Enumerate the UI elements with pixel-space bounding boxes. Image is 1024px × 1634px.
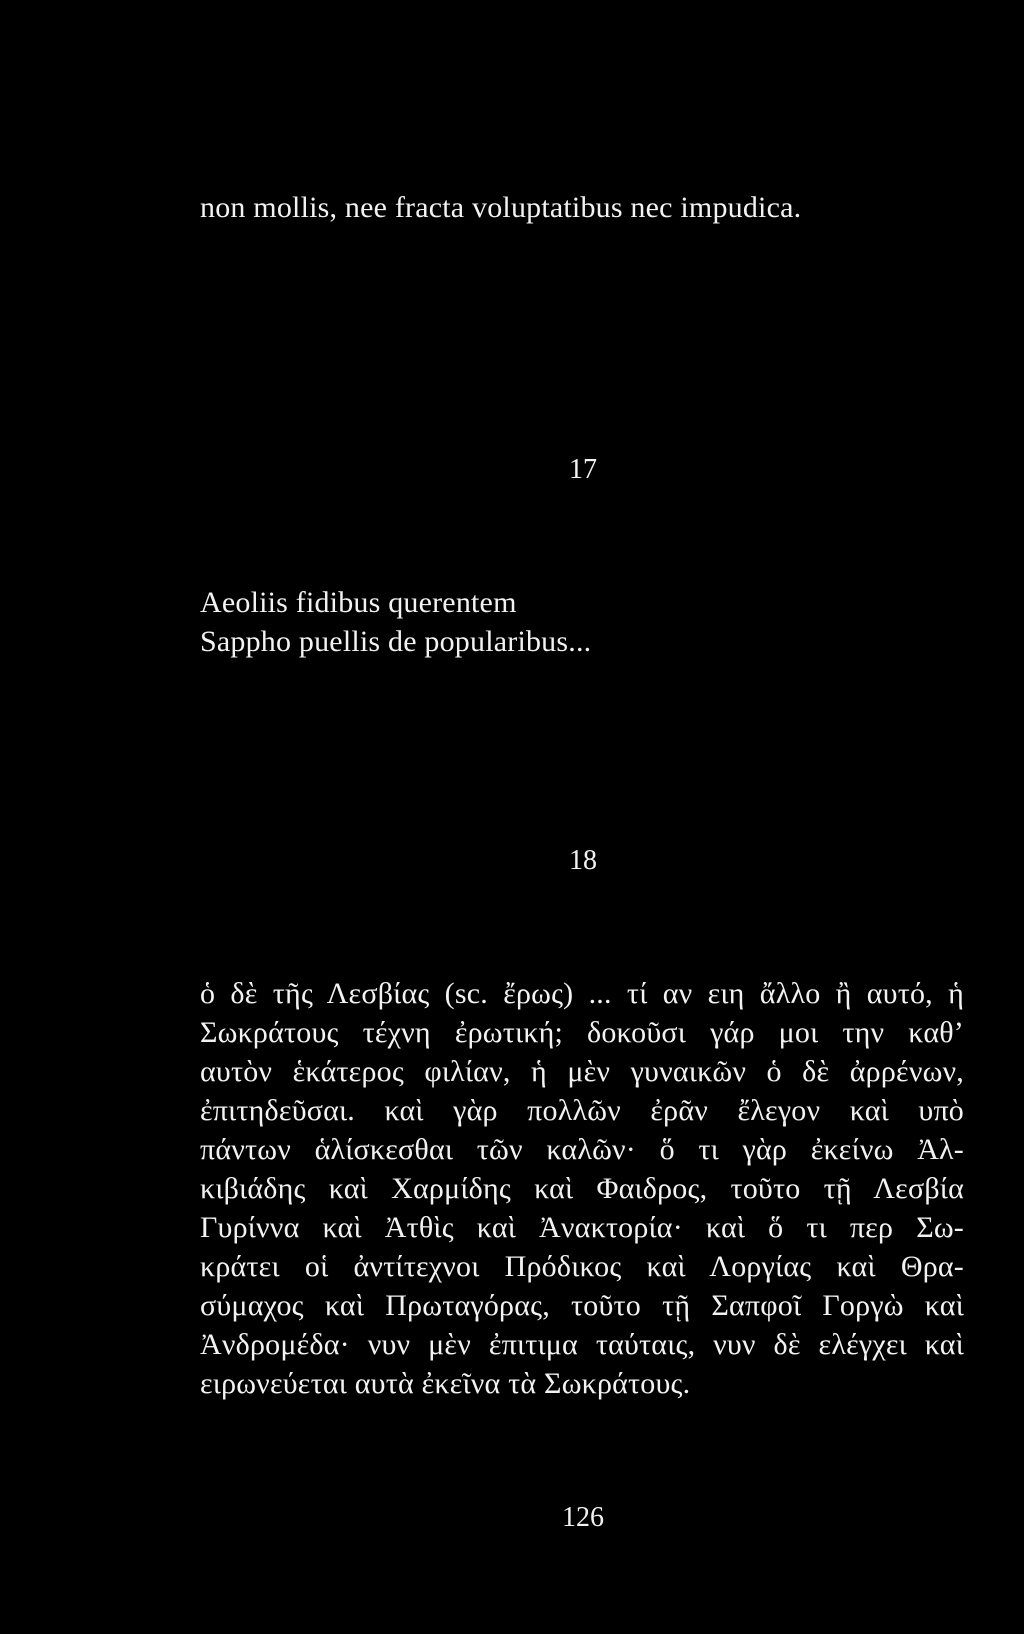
section-18-line-4: ἐπιτηδεῦσαι. καὶ γὰρ πολλῶν ἐρᾶν ἔλεγον καὶ υπὸ bbox=[200, 1094, 964, 1127]
section-18-line-8: κράτει οἱ ἀντίτεχνοι Πρόδικος καὶ Λοργίας καὶ Θρα- bbox=[200, 1250, 964, 1283]
section-18-line-7: Γυρίννα καὶ Ἀτθὶς καὶ Ἀνακτορία· καὶ ὅ τι περ Σω- bbox=[200, 1211, 964, 1244]
page-number: 126 bbox=[562, 1502, 604, 1533]
section-18-line-5: πάντων ἁλίσκεσθαι τῶν καλῶν· ὅ τι γὰρ ἐκείνω Ἀλ- bbox=[200, 1133, 964, 1166]
section-17-line-2: Sappho puellis de popularibus... bbox=[200, 625, 592, 658]
section-18-line-9: σύμαχος καὶ Πρωταγόρας, τοῦτο τῇ Σαπφοῖ Γοργὼ καὶ bbox=[200, 1289, 964, 1322]
section-18-line-11: ειρωνεύεται αυτὰ ἐκεῖνα τὰ Σωκράτους. bbox=[200, 1367, 691, 1400]
section-17-line-1: Aeoliis fidibus querentem bbox=[200, 586, 517, 619]
section-number-17: 17 bbox=[569, 454, 597, 485]
section-18-line-6: κιβιάδης καὶ Χαρμίδης καὶ Φαιδρος, τοῦτο τῇ Λεσβία bbox=[200, 1172, 964, 1205]
section-18-line-1: ὁ δὲ τῆς Λεσβίας (sc. ἔρως) ... τί αν ειη ἄλλο ἢ αυτό, ἡ bbox=[200, 977, 964, 1010]
section-18-line-3: αυτὸν ἑκάτερος φιλίαν, ἡ μὲν γυναικῶν ὁ δὲ ἀρρένων, bbox=[200, 1055, 964, 1088]
section-18-line-2: Σωκράτους τέχνη ἐρωτική; δοκοῦσι γάρ μοι την καθ’ bbox=[200, 1016, 964, 1049]
section-number-18: 18 bbox=[569, 845, 597, 876]
section-18-line-10: Ἀνδρομέδα· νυν μὲν ἐπιτιμα ταύταις, νυν δὲ ελέγχει καὶ bbox=[200, 1328, 964, 1361]
top-line-text: non mollis, nee fracta voluptatibus nec impudica. bbox=[200, 191, 802, 224]
